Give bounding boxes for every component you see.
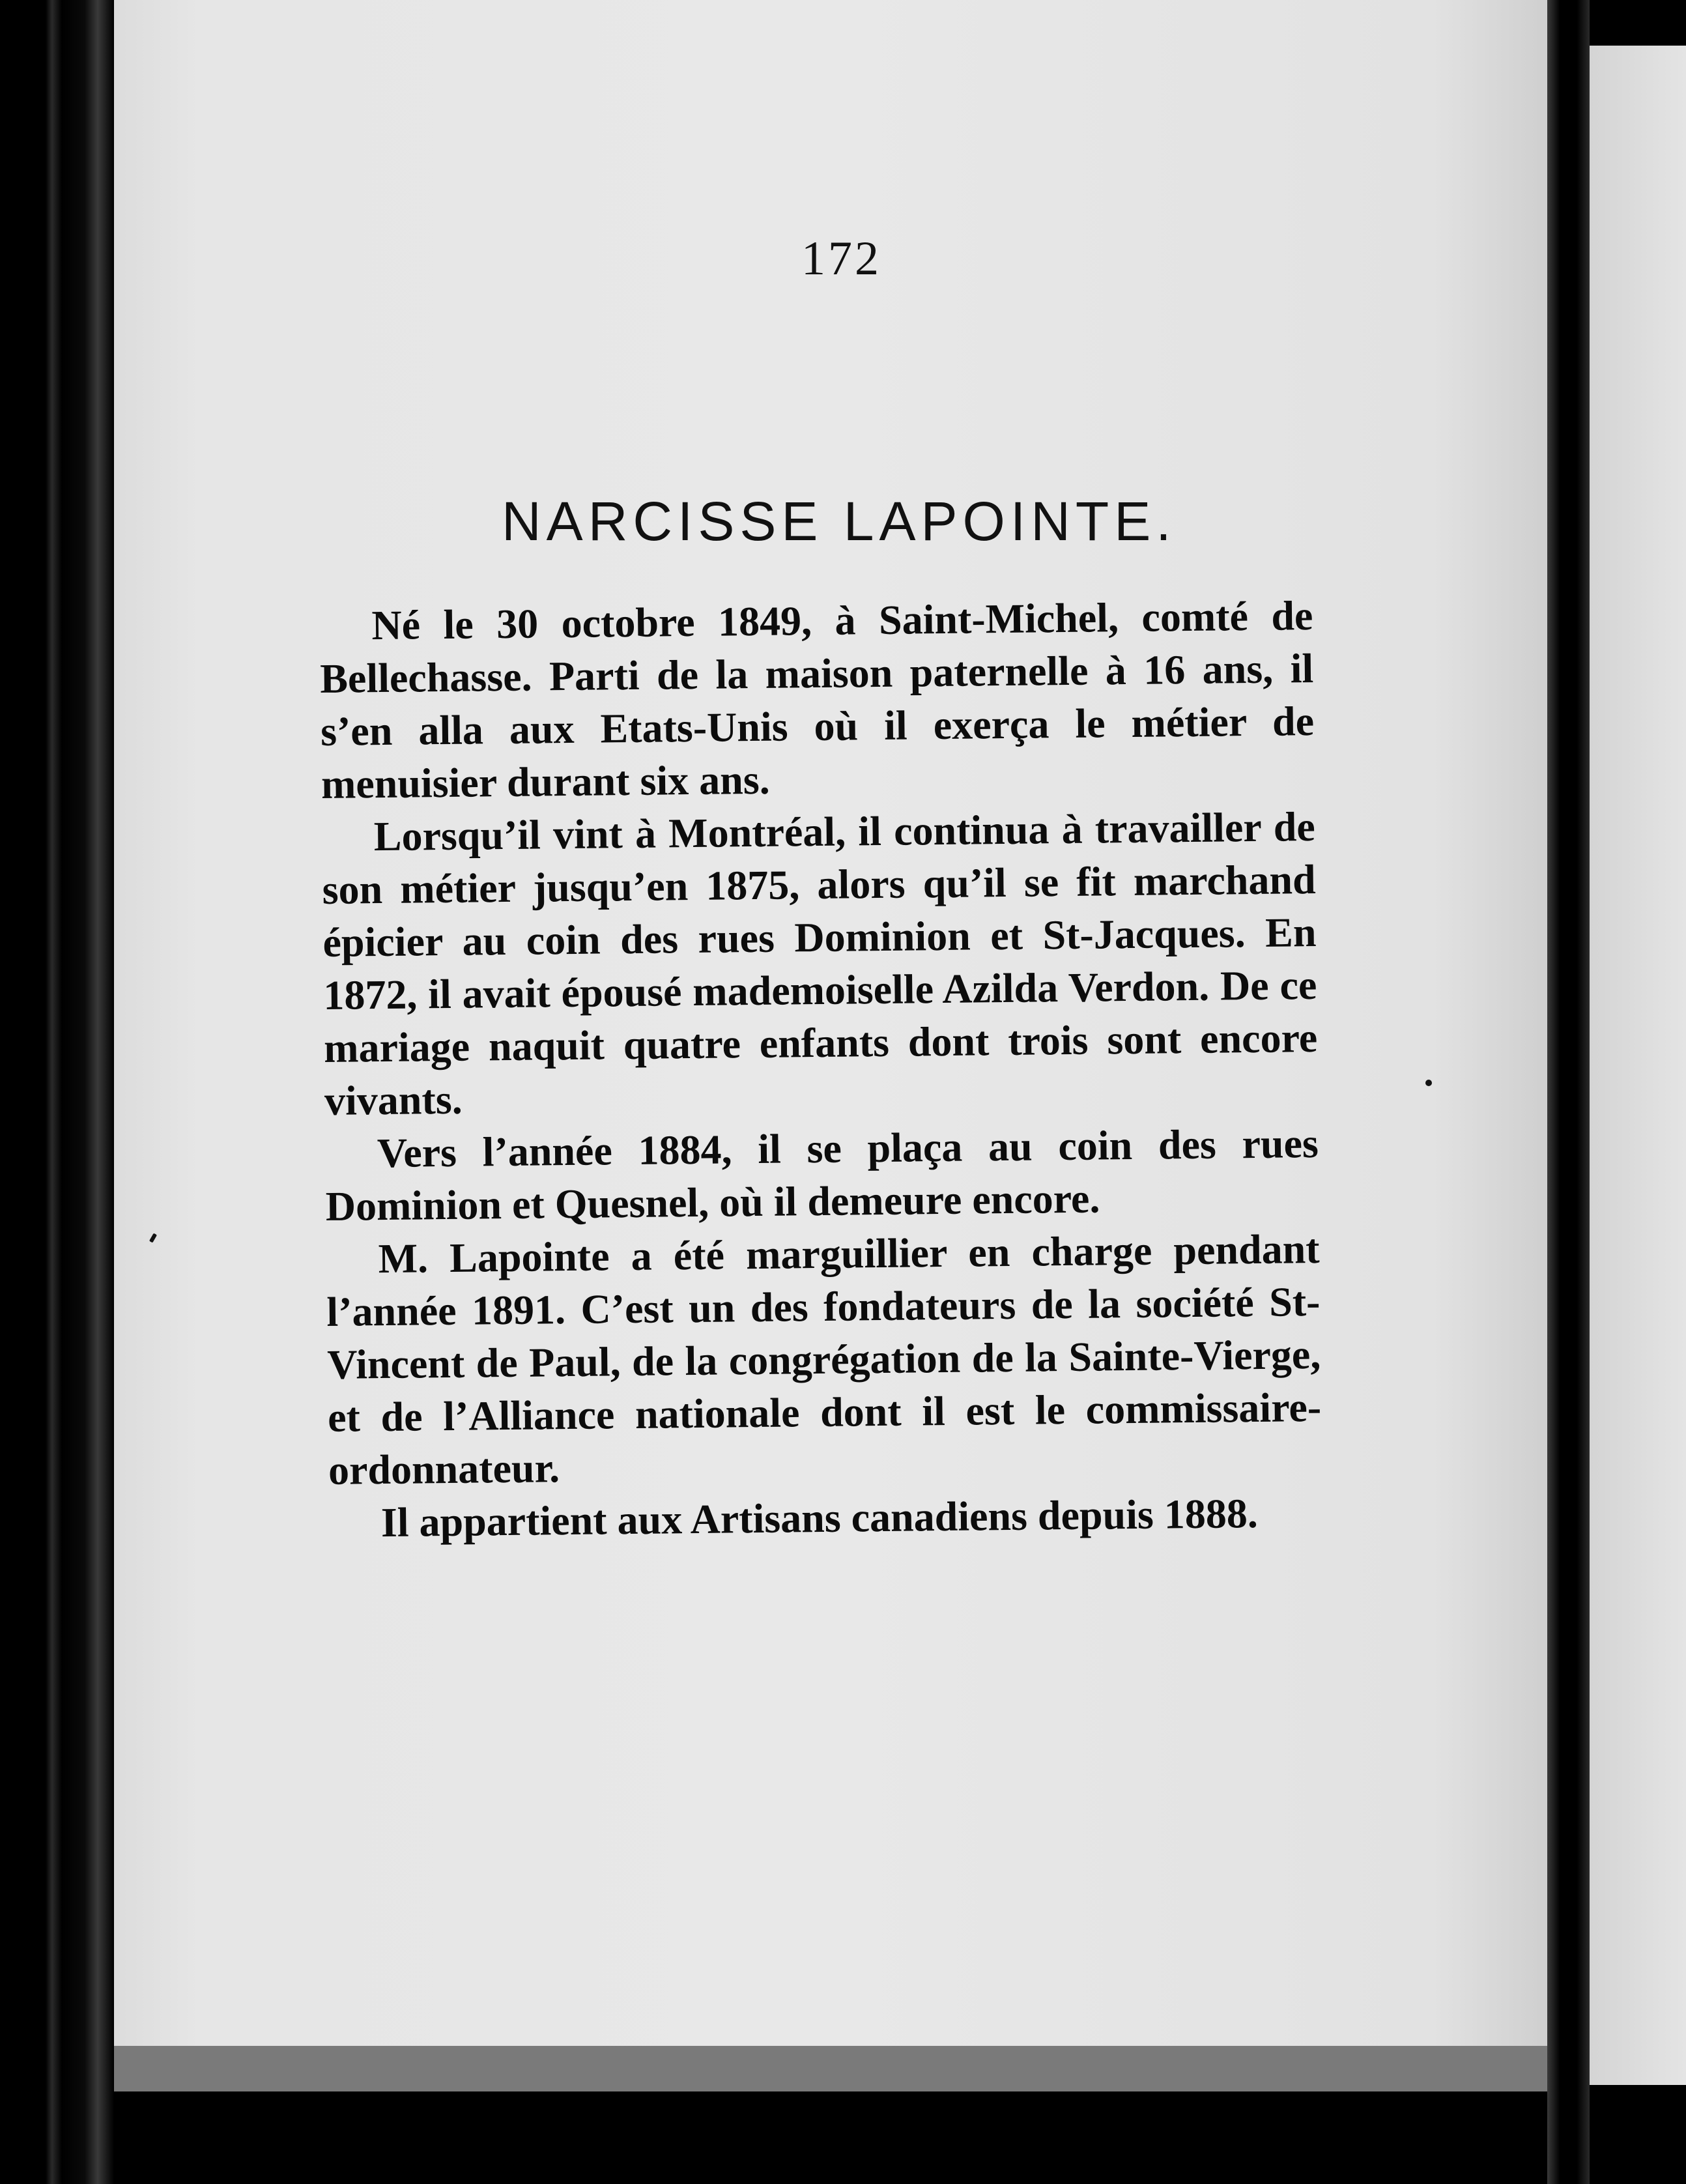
page-number: 172 xyxy=(801,232,881,285)
paragraph-1884: Vers l’année 1884, il se plaça au coin des rues Dominion et Quesnel, où il demeure encore. xyxy=(325,1119,1319,1229)
next-page-edge xyxy=(1590,46,1686,2085)
page-title: NARCISSE LAPOINTE. xyxy=(502,491,1177,552)
page-gutter xyxy=(1547,0,1590,2184)
page-bottom-edge xyxy=(114,2046,1547,2091)
paragraph-marguillier: M. Lapointe a été marguillier en charge pendant l’année 1891. C’est un des fondateurs de la société St-Vincent de Paul, de la congrégation de la Sainte-Vierge, et de l’Alliance nationale dont il est le commissaire-ordonnateur. xyxy=(326,1225,1322,1493)
paragraph-montreal: Lorsqu’il vint à Montréal, il continua à travailler de son métier jusqu’en 1875, alors qu’il se fit marchand épicier au coin des rues Dominion et St-Jacques. En 1872, il avait épousé mademoiselle Azilda Verdon. De ce mariage naquit quatre enfants dont trois sont encore vivants. xyxy=(322,803,1318,1124)
paragraph-artisans: Il appartient aux Artisans canadiens depuis 1888. xyxy=(380,1489,1259,1546)
paragraph-birth: Né le 30 octobre 1849, à Saint-Michel, comté de Bellechasse. Parti de la maison paternelle à 16 ans, il s’en alla aux Etats-Unis où il exerça le métier de menuisier durant six ans. xyxy=(319,592,1315,807)
ink-speck xyxy=(1425,1080,1432,1086)
book-binding xyxy=(0,0,114,2184)
scan-border-bottom xyxy=(114,2091,1547,2184)
body-text xyxy=(319,589,1322,1549)
scan-border-top-right xyxy=(1590,0,1686,46)
